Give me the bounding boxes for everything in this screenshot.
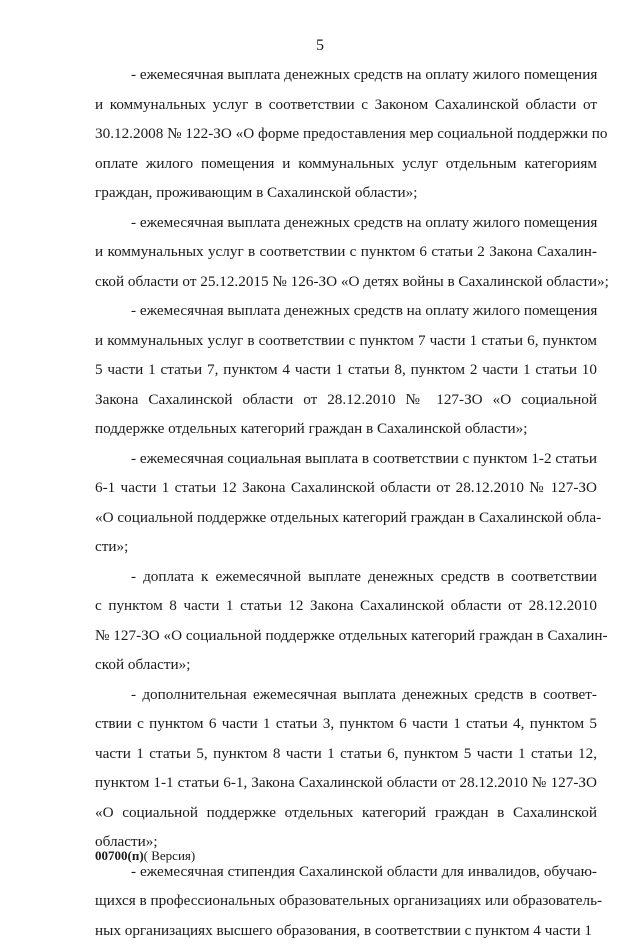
paragraph-line: - ежемесячная выплата денежных средств на оплату жилого помещения <box>95 60 597 90</box>
paragraph-line: - ежемесячная выплата денежных средств на оплату жилого помещения <box>95 208 597 238</box>
paragraph-line: области»; <box>95 827 597 857</box>
paragraph-line: ской области»; <box>95 650 597 680</box>
paragraph-line: и коммунальных услуг в соответствии с Законом Сахалинской области от <box>95 90 597 120</box>
page-number: 5 <box>0 36 640 56</box>
paragraph-line: 5 части 1 статьи 7, пунктом 4 части 1 статьи 8, пунктом 2 части 1 статьи 10 <box>95 355 597 385</box>
paragraph-line: ской области от 25.12.2015 № 126-ЗО «О детях войны в Сахалинской области»; <box>95 267 597 297</box>
document-footer <box>95 848 195 864</box>
paragraph <box>95 60 597 208</box>
paragraph-line: № 127-ЗО «О социальной поддержке отдельных категорий граждан в Сахалин- <box>95 621 597 651</box>
paragraph <box>95 857 597 945</box>
paragraph <box>95 562 597 680</box>
paragraph-line: - ежемесячная выплата денежных средств на оплату жилого помещения <box>95 296 597 326</box>
footer-document-code: 00700(п) <box>95 848 144 863</box>
paragraph-line: - ежемесячная стипендия Сахалинской области для инвалидов, обучаю- <box>95 857 597 887</box>
paragraph-line: ных организациях высшего образования, в соответствии с пунктом 4 части 1 <box>95 916 597 945</box>
paragraph-line: 30.12.2008 № 122-ЗО «О форме предоставления мер социальной поддержки по <box>95 119 597 149</box>
document-body <box>95 60 597 945</box>
paragraph-line: граждан, проживающим в Сахалинской области»; <box>95 178 597 208</box>
paragraph <box>95 208 597 297</box>
paragraph-line: сти»; <box>95 532 597 562</box>
paragraph-line: пунктом 1-1 статьи 6-1, Закона Сахалинской области от 28.12.2010 № 127-ЗО <box>95 768 597 798</box>
paragraph-line: с пунктом 8 части 1 статьи 12 Закона Сахалинской области от 28.12.2010 <box>95 591 597 621</box>
paragraph-line: и коммунальных услуг в соответствии с пунктом 6 статьи 2 Закона Сахалин- <box>95 237 597 267</box>
paragraph-line: оплате жилого помещения и коммунальных услуг отдельным категориям <box>95 149 597 179</box>
footer-version-label: ( Версия) <box>144 848 196 863</box>
paragraph-line: «О социальной поддержке отдельных категорий граждан в Сахалинской <box>95 798 597 828</box>
paragraph <box>95 296 597 444</box>
paragraph-line: 6-1 части 1 статьи 12 Закона Сахалинской области от 28.12.2010 № 127-ЗО <box>95 473 597 503</box>
paragraph-line: - ежемесячная социальная выплата в соответствии с пунктом 1-2 статьи <box>95 444 597 474</box>
paragraph-line: - доплата к ежемесячной выплате денежных средств в соответствии <box>95 562 597 592</box>
paragraph <box>95 444 597 562</box>
paragraph-line: поддержке отдельных категорий граждан в Сахалинской области»; <box>95 414 597 444</box>
paragraph <box>95 680 597 857</box>
paragraph-line: - дополнительная ежемесячная выплата денежных средств в соответ- <box>95 680 597 710</box>
paragraph-line: ствии с пунктом 6 части 1 статьи 3, пунктом 6 части 1 статьи 4, пунктом 5 <box>95 709 597 739</box>
paragraph-line: «О социальной поддержке отдельных категорий граждан в Сахалинской обла- <box>95 503 597 533</box>
paragraph-line: щихся в профессиональных образовательных организациях или образователь- <box>95 886 597 916</box>
paragraph-line: и коммунальных услуг в соответствии с пунктом 7 части 1 статьи 6, пунктом <box>95 326 597 356</box>
paragraph-line: части 1 статьи 5, пунктом 8 части 1 статьи 6, пунктом 5 части 1 статьи 12, <box>95 739 597 769</box>
paragraph-line: Закона Сахалинской области от 28.12.2010 № 127-ЗО «О социальной <box>95 385 597 415</box>
